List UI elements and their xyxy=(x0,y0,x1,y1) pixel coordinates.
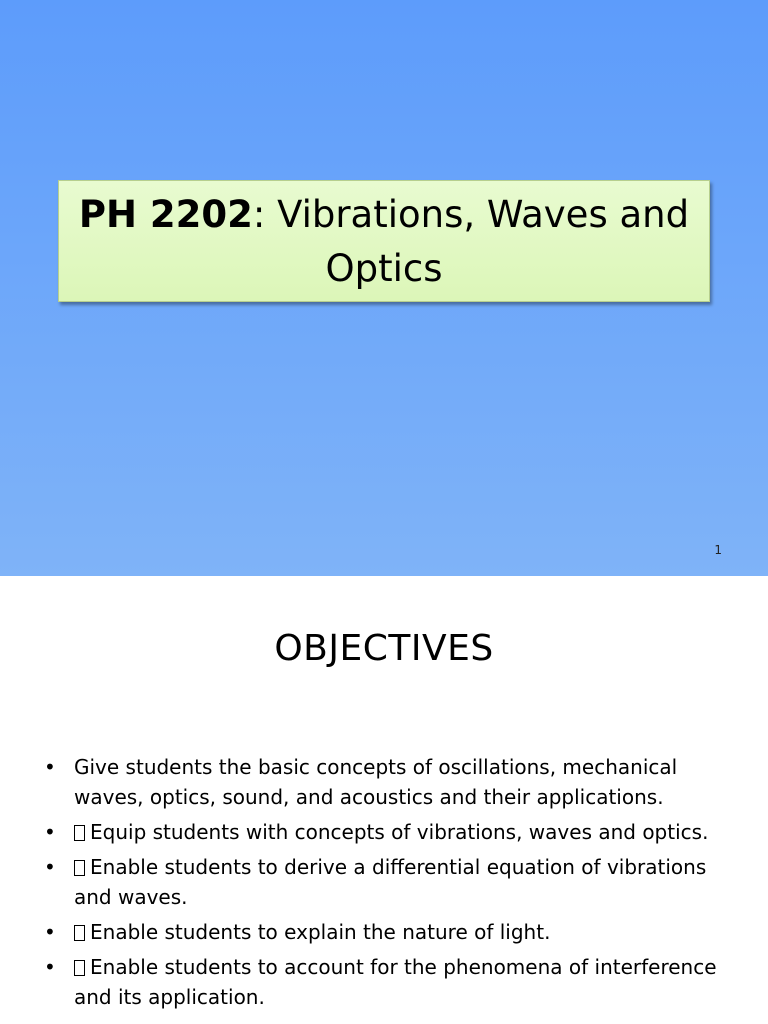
bullet-icon: • xyxy=(44,755,56,779)
list-item-text: Equip students with concepts of vibrations, waves and optics. xyxy=(90,820,709,844)
course-title: : Vibrations, Waves and Optics xyxy=(252,193,690,290)
objectives-slide xyxy=(0,576,768,1024)
objectives-heading: OBJECTIVES xyxy=(274,628,494,669)
list-item xyxy=(44,917,744,947)
course-code: PH 2202 xyxy=(78,193,253,236)
list-item-text: Enable students to derive a differential equation of vibrations and waves. xyxy=(74,855,707,909)
missing-glyph-icon xyxy=(74,925,85,941)
missing-glyph-icon xyxy=(74,825,85,841)
bullet-icon: • xyxy=(44,955,56,979)
title-box xyxy=(58,180,710,302)
objectives-list xyxy=(44,752,744,1017)
list-item xyxy=(44,752,744,812)
list-item xyxy=(44,952,744,1012)
bullet-icon: • xyxy=(44,820,56,844)
list-item-text: Give students the basic concepts of oscillations, mechanical waves, optics, sound, and acoustics and their applications. xyxy=(74,755,678,809)
bullet-icon: • xyxy=(44,920,56,944)
page-number: 1 xyxy=(714,543,722,557)
list-item xyxy=(44,817,744,847)
missing-glyph-icon xyxy=(74,860,85,876)
list-item-text: Enable students to explain the nature of light. xyxy=(90,920,551,944)
bullet-icon: • xyxy=(44,855,56,879)
list-item xyxy=(44,852,744,912)
missing-glyph-icon xyxy=(74,960,85,976)
list-item-text: Enable students to account for the phenomena of interference and its application. xyxy=(74,955,717,1009)
